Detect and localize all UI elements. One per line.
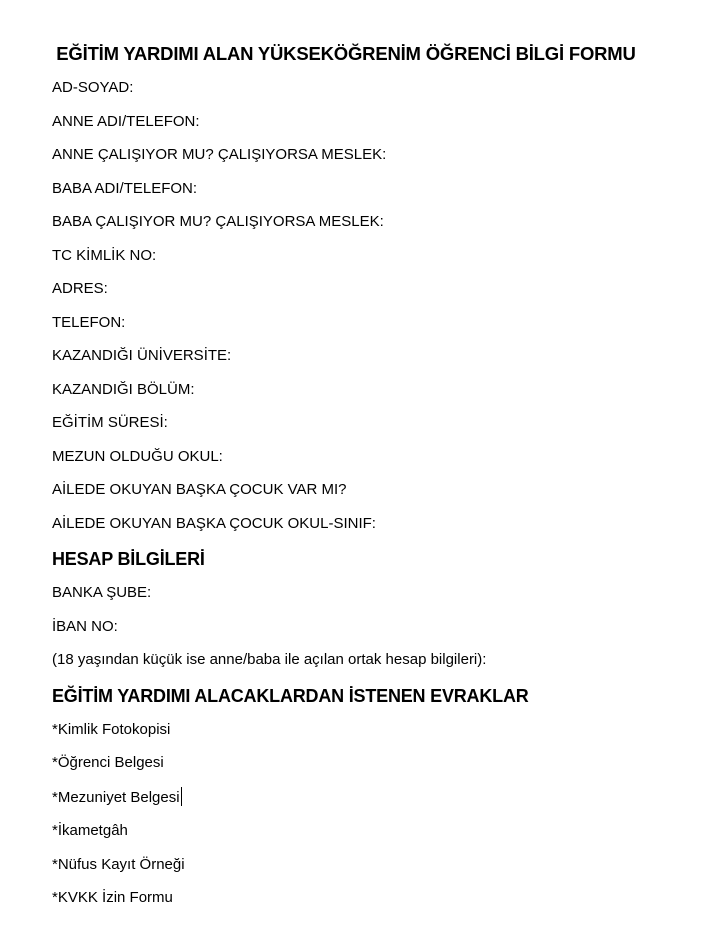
doc-item-ogrenci-belgesi[interactable]: *Öğrenci Belgesi — [52, 754, 164, 771]
doc-item-ikametgah[interactable]: *İkametgâh — [52, 822, 128, 839]
field-ailede-okuyan-baska-cocuk-okul-sinif[interactable]: AİLEDE OKUYAN BAŞKA ÇOCUK OKUL-SINIF: — [52, 514, 376, 532]
note-ortak-hesap[interactable]: (18 yaşından küçük ise anne/baba ile açılan ortak hesap bilgileri): — [52, 651, 487, 668]
field-anne-calisiyor-mu[interactable]: ANNE ÇALIŞIYOR MU? ÇALIŞIYORSA MESLEK: — [52, 146, 387, 163]
form-title[interactable]: EĞİTİM YARDIMI ALAN YÜKSEKÖĞRENİM ÖĞRENCİ BİLGİ FORMU — [56, 43, 636, 64]
doc-item-mezuniyet-belgesi[interactable] — [52, 787, 654, 808]
field-kazandigi-bolum[interactable]: KAZANDIĞI BÖLÜM: — [52, 380, 195, 398]
field-tc-kimlik-no[interactable]: TC KİMLİK NO: — [52, 246, 157, 264]
section-heading-hesap-bilgileri[interactable]: HESAP BİLGİLERİ — [52, 549, 205, 569]
field-mezun-oldugu-okul[interactable]: MEZUN OLDUĞU OKUL: — [52, 447, 223, 465]
field-ad-soyad[interactable]: AD-SOYAD: — [52, 79, 134, 96]
doc-item-kvkk-izin-formu[interactable]: *KVKK İzin Formu — [52, 889, 173, 906]
doc-item-nufus-kayit-ornegi[interactable]: *Nüfus Kayıt Örneği — [52, 855, 185, 873]
section-heading-istenen-evraklar[interactable]: EĞİTİM YARDIMI ALACAKLARDAN İSTENEN EVRAKLAR — [52, 685, 529, 706]
doc-item-kimlik-fotokopisi[interactable]: *Kimlik Fotokopisi — [52, 720, 171, 738]
field-banka-sube[interactable]: BANKA ŞUBE: — [52, 584, 152, 601]
field-ailede-okuyan-baska-cocuk-var-mi[interactable]: AİLEDE OKUYAN BAŞKA ÇOCUK VAR MI? — [52, 481, 347, 498]
field-telefon[interactable]: TELEFON: — [52, 313, 126, 331]
text-cursor — [181, 787, 183, 806]
field-baba-adi-telefon[interactable]: BABA ADI/TELEFON: — [52, 179, 198, 197]
field-kazandigi-universite[interactable]: KAZANDIĞI ÜNİVERSİTE: — [52, 347, 232, 364]
field-adres[interactable]: ADRES: — [52, 280, 108, 297]
field-baba-calisiyor-mu[interactable]: BABA ÇALIŞIYOR MU? ÇALIŞIYORSA MESLEK: — [52, 213, 384, 230]
field-egitim-suresi[interactable]: EĞİTİM SÜRESİ: — [52, 414, 168, 431]
doc-item-mezuniyet-belgesi-text: *Mezuniyet Belgesi — [52, 788, 180, 806]
field-anne-adi-telefon[interactable]: ANNE ADI/TELEFON: — [52, 112, 200, 130]
field-iban-no[interactable]: İBAN NO: — [52, 617, 118, 635]
